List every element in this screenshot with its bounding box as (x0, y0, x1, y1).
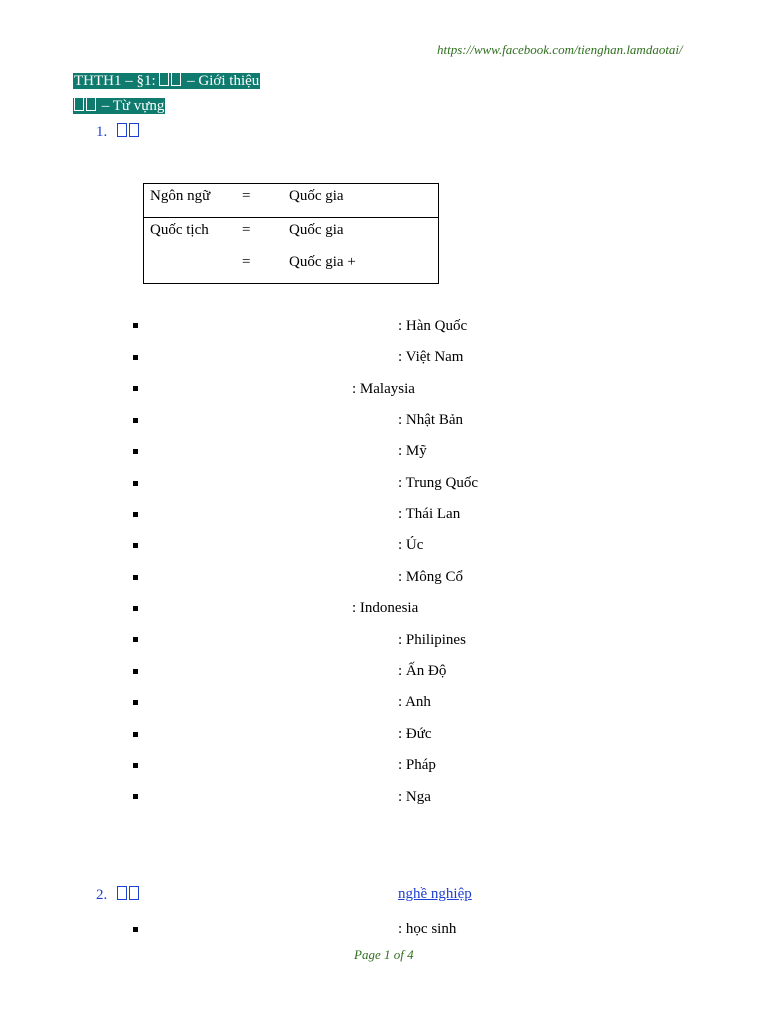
bullet-icon (133, 323, 138, 328)
list-item: : Pháp (398, 757, 436, 773)
section-1-heading (96, 123, 141, 141)
bullet-icon (133, 637, 138, 642)
table-cell-equals: = (242, 188, 251, 204)
missing-glyph-icon (117, 123, 127, 137)
bullet-icon (133, 794, 138, 799)
list-item: : Nga (398, 789, 431, 805)
section-1-link[interactable] (117, 124, 141, 140)
list-item: : Mỹ (398, 443, 427, 459)
bullet-icon (133, 763, 138, 768)
missing-glyph-icon (129, 886, 139, 900)
list-item: : Đức (398, 726, 432, 742)
missing-glyph-icon (74, 97, 84, 111)
section-2-link-glyphs[interactable] (117, 887, 141, 903)
vocabulary-heading-suffix: – Từ vựng (101, 98, 165, 114)
list-item: : Úc (398, 537, 424, 553)
section-2-heading (96, 886, 141, 904)
bullet-icon (133, 512, 138, 517)
lesson-title-suffix: – Giới thiệu (187, 73, 260, 89)
page-number: Page 1 of 4 (354, 947, 414, 962)
bullet-icon (133, 449, 138, 454)
missing-glyph-icon (117, 886, 127, 900)
section-2-link[interactable]: nghề nghiệp (398, 886, 472, 902)
header-url[interactable]: https://www.facebook.com/tienghan.lamdaotai/ (437, 42, 683, 57)
list-item: : Indonesia (352, 600, 419, 616)
section-1-number: 1. (96, 124, 108, 140)
list-item: : Việt Nam (398, 349, 464, 365)
missing-glyph-icon (171, 72, 181, 86)
table-cell-right: Quốc gia (289, 222, 344, 238)
missing-glyph-icon (159, 72, 169, 86)
missing-glyph-icon (129, 123, 139, 137)
lesson-title (73, 72, 260, 91)
list-item: : Mông Cổ (398, 569, 464, 585)
vocabulary-heading (73, 97, 165, 116)
bullet-icon (133, 418, 138, 423)
bullet-icon (133, 927, 138, 932)
nationality-table (143, 183, 439, 284)
missing-glyph-icon (86, 97, 96, 111)
list-item: : Anh (398, 694, 431, 710)
list-item: : học sinh (398, 921, 457, 937)
table-divider (144, 217, 438, 218)
table-cell-right: Quốc gia + (289, 254, 356, 270)
bullet-icon (133, 606, 138, 611)
bullet-icon (133, 732, 138, 737)
list-item: : Ấn Độ (398, 663, 447, 679)
bullet-icon (133, 575, 138, 580)
list-item: : Malaysia (352, 381, 415, 397)
bullet-icon (133, 669, 138, 674)
section-2-number: 2. (96, 887, 108, 903)
bullet-icon (133, 386, 138, 391)
table-cell-equals: = (242, 222, 251, 238)
table-cell-equals: = (242, 254, 251, 270)
table-cell-right: Quốc gia (289, 188, 344, 204)
table-cell-left: Quốc tịch (150, 222, 209, 238)
bullet-icon (133, 543, 138, 548)
list-item: : Philipines (398, 632, 466, 648)
list-item: : Trung Quốc (398, 475, 479, 491)
bullet-icon (133, 355, 138, 360)
table-cell-left: Ngôn ngữ (150, 188, 211, 204)
lesson-title-prefix: THTH1 – §1: (74, 73, 156, 89)
list-item: : Hàn Quốc (398, 318, 468, 334)
bullet-icon (133, 700, 138, 705)
list-item: : Thái Lan (398, 506, 461, 522)
bullet-icon (133, 481, 138, 486)
list-item: : Nhật Bản (398, 412, 463, 428)
